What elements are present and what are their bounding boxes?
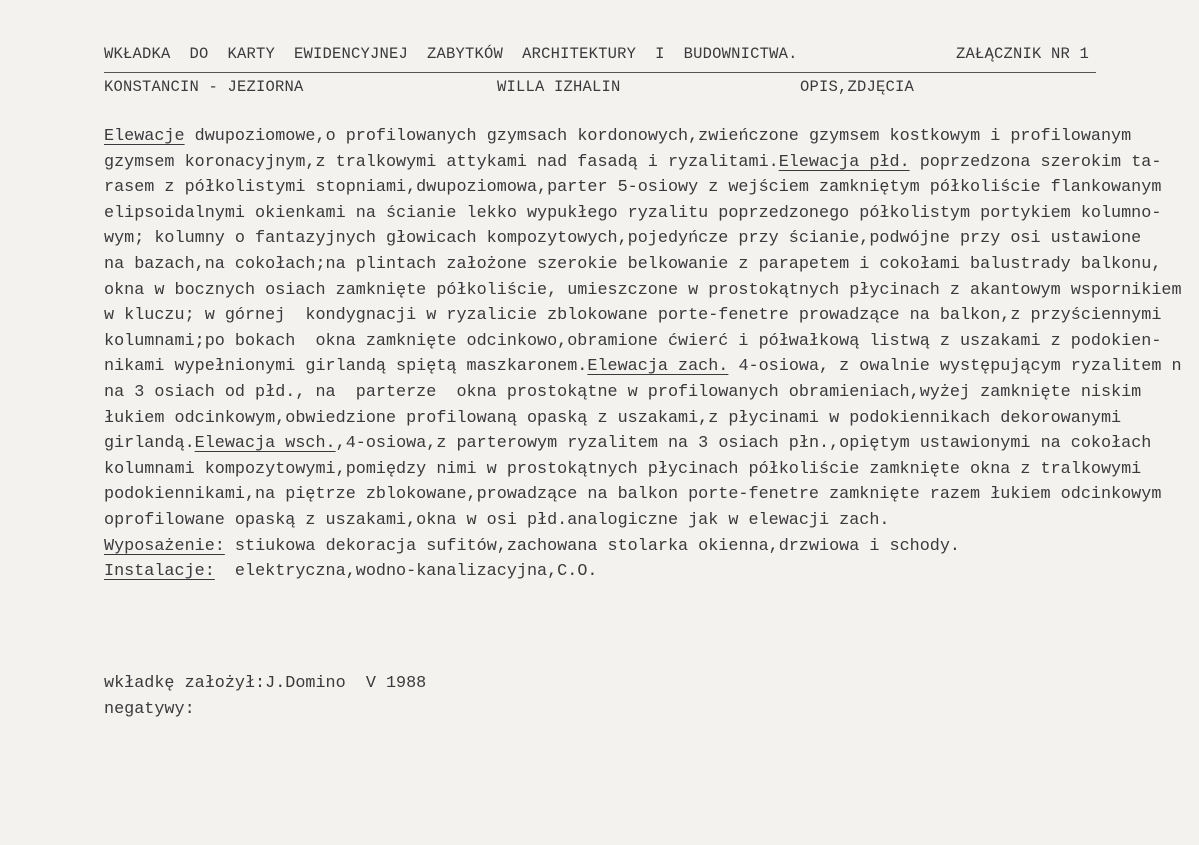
text-segment: okna w bocznych osiach zamknięte półkoliście, umieszczone w prostokątnych płycinach z akantowym wspornikiem (104, 280, 1182, 300)
text-line (104, 178, 1161, 198)
text-segment: elektryczna,wodno-kanalizacyjna,C.O. (214, 562, 598, 582)
text-line (104, 127, 1131, 147)
text-segment: wym; kolumny o fantazyjnych głowicach kompozytowych,pojedyńcze przy ścianie,podwójne przy osi ustawione (104, 229, 1142, 249)
text-line (104, 485, 1161, 505)
text-line (104, 255, 1161, 275)
text-line (104, 383, 1141, 403)
underlined-heading: Elewacje (104, 127, 185, 146)
text-line (104, 434, 1151, 454)
text-segment: nikami wypełnionymi girlandą spiętą maszkaronem. (104, 357, 588, 377)
text-line (104, 306, 1161, 326)
text-line (104, 281, 1182, 301)
author-note: wkładkę założył:J.Domino V 1988 (104, 674, 427, 693)
document-title: WKŁADKA DO KARTY EWIDENCYJNEJ ZABYTKÓW ARCHITEKTURY I BUDOWNICTWA. (104, 45, 798, 63)
text-segment: w kluczu; w górnej kondygnacji w ryzalicie zblokowane porte-fenetre prowadzące na balkon,z przyściennymi (104, 306, 1162, 326)
underlined-heading: Elewacja płd. (778, 152, 910, 172)
text-segment: ,4-osiowa,z parterowym ryzalitem na 3 osiach płn.,opiętym ustawionymi na cokołach (335, 434, 1152, 454)
text-line (104, 153, 1161, 173)
text-segment: na 3 osiach od płd., na parterze okna prostokątne w profilowanych obramieniach,wyżej zamknięte niskim (104, 383, 1142, 402)
text-line (104, 537, 960, 557)
object-name: WILLA IZHALIN (497, 78, 621, 96)
text-segment: oprofilowane opaską z uszakami,okna w osi płd.analogiczne jak w elewacji zach. (104, 511, 890, 530)
header-divider (104, 72, 1096, 73)
text-line (104, 460, 1141, 480)
text-line (104, 332, 1161, 352)
text-segment: stiukowa dekoracja sufitów,zachowana stolarka okienna,drzwiowa i schody. (224, 536, 960, 556)
text-segment: elipsoidalnymi okienkami na ścianie lekko wypukłego ryzalitu poprzedzonego półkolistym portykiem kolumno- (104, 203, 1162, 223)
text-segment: dwupoziomowe,o profilowanych gzymsach kordonowych,zwieńczone gzymsem kostkowym i profilowanym (184, 127, 1132, 146)
text-segment: girlandą. (104, 434, 195, 454)
text-segment: kolumnami kompozytowymi,pomiędzy nimi w prostokątnych płycinach półkoliście zamknięte okna z tralkowymi (104, 459, 1142, 479)
underlined-heading: Elewacja zach. (587, 357, 729, 377)
text-line (104, 409, 1121, 429)
text-segment: rasem z półkolistymi stopniami,dwupoziomowa,parter 5-osiowy z wejściem zamkniętym półkoliście flankowanym (104, 178, 1162, 198)
underlined-heading: Instalacje: (104, 562, 215, 582)
text-segment: podokiennikami,na piętrze zblokowane,prowadzące na balkon porte-fenetre zamknięte razem łukiem odcinkowym (104, 485, 1162, 505)
underlined-heading: Elewacja wsch. (194, 434, 336, 454)
text-line (104, 229, 1141, 249)
text-segment: 4-osiowa, z owalnie występującym ryzalitem n (728, 357, 1182, 377)
text-segment: poprzedzona szerokim ta- (909, 152, 1162, 172)
text-line (104, 204, 1161, 224)
text-segment: gzymsem koronacyjnym,z tralkowymi attykami nad fasadą i ryzalitami. (104, 152, 779, 172)
text-segment: kolumnami;po bokach okna zamknięte odcinkowo,obramione ćwierć i półwałkową listwą z uszakami z podokien- (104, 331, 1162, 351)
text-line (104, 511, 890, 531)
attachment-number: ZAŁĄCZNIK NR 1 (956, 45, 1090, 63)
text-line (104, 562, 597, 582)
text-segment: na bazach,na cokołach;na plintach założone szerokie belkowanie z parapetem i cokołami balustrady balkonu, (104, 255, 1162, 274)
underlined-heading: Wyposażenie: (104, 536, 225, 556)
negatives-label: negatywy: (104, 700, 195, 719)
text-segment: łukiem odcinkowym,obwiedzione profilowaną opaską z uszakami,z płycinami w podokiennikach dekorowanymi (104, 408, 1122, 428)
section-label: OPIS,ZDJĘCIA (800, 78, 915, 96)
text-line (104, 357, 1182, 377)
location: KONSTANCIN - JEZIORNA (104, 78, 304, 96)
